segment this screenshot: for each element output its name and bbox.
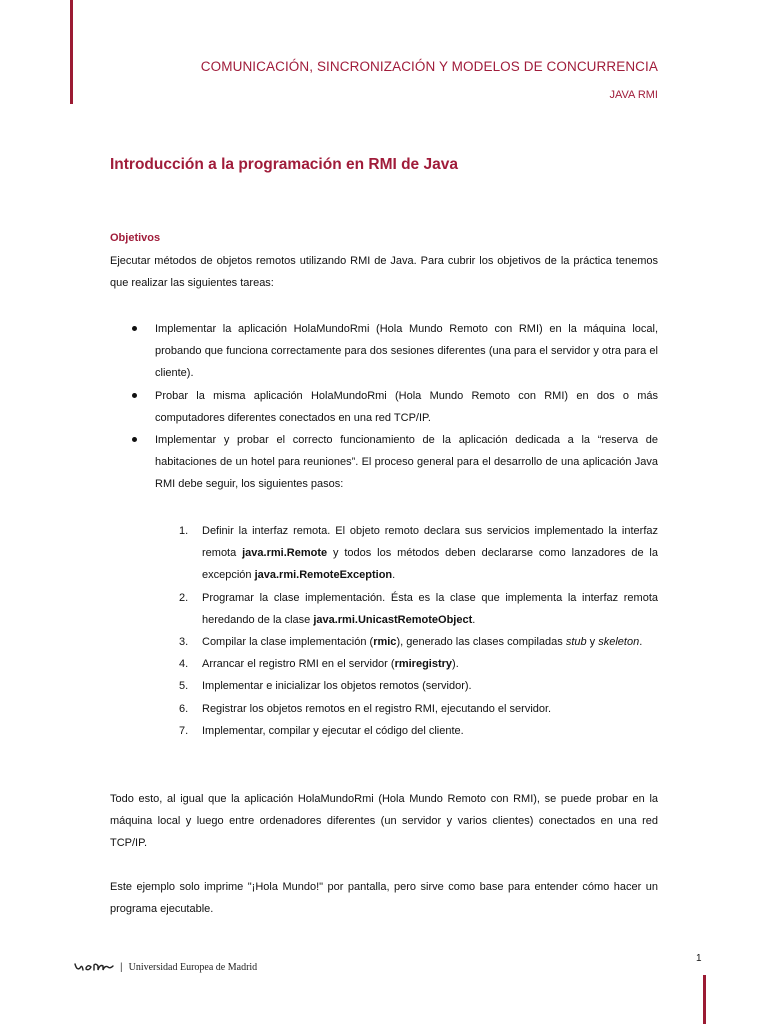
step-text: Programar la clase implementación. Ésta es la clase que implementa la interfaz remota heredando de la clase bbox=[202, 591, 658, 626]
header-subtitle: JAVA RMI bbox=[609, 89, 658, 101]
footer-logo bbox=[74, 961, 257, 973]
step-text: y todos los métodos deben declararse como lanzadores de la excepción bbox=[202, 547, 658, 582]
step-text: . bbox=[639, 636, 643, 649]
summary-paragraph: Todo esto, al igual que la aplicación HolaMundoRmi (Hola Mundo Remoto con RMI), se puede probar en la máquina local y luego entre ordenadores diferentes (un servidor y varios clientes) conectados en una red TCP/IP. bbox=[110, 793, 658, 850]
step-italic-term: stub bbox=[565, 636, 587, 649]
step-number: 5. bbox=[179, 680, 189, 693]
bullet-item: Implementar y probar el correcto funcionamiento de la aplicación dedicada a la “reserva de habitaciones de un hotel para reuniones”. El proceso general para el desarrollo de una aplicación Java RMI debe seguir, los siguientes pasos: bbox=[110, 429, 658, 496]
header-title: COMUNICACIÓN, SINCRONIZACIÓN Y MODELOS DE CONCURRENCIA bbox=[200, 59, 658, 74]
step-number: 3. bbox=[179, 636, 189, 649]
step-text: Implementar e inicializar los objetos remotos (servidor). bbox=[202, 680, 472, 693]
step-number: 2. bbox=[179, 591, 189, 604]
step-text: Compilar la clase implementación ( bbox=[202, 636, 374, 649]
step-text: Arrancar el registro RMI en el servidor ( bbox=[202, 658, 395, 671]
document-title: Introducción a la programación en RMI de Java bbox=[110, 156, 458, 173]
step-item bbox=[176, 631, 658, 653]
step-text: Definir la interfaz remota. El objeto remoto declara sus servicios implementado la interfaz remota bbox=[202, 525, 658, 560]
example-paragraph: Este ejemplo solo imprime "¡Hola Mundo!" por pantalla, pero sirve como base para entender cómo hacer un programa ejecutable. bbox=[110, 881, 658, 916]
step-code-term: rmic bbox=[373, 636, 397, 649]
task-bullet-list bbox=[110, 318, 658, 496]
step-text: Registrar los objetos remotos en el registro RMI, ejecutando el servidor. bbox=[202, 702, 552, 715]
step-text: ), generado las clases compiladas bbox=[396, 636, 566, 649]
step-item bbox=[176, 520, 658, 587]
step-item bbox=[176, 720, 658, 742]
footer-separator: | bbox=[120, 961, 123, 973]
step-text: ). bbox=[452, 658, 459, 671]
step-item bbox=[176, 675, 658, 697]
footer-university-name: Universidad Europea de Madrid bbox=[128, 961, 258, 973]
step-text: y bbox=[586, 636, 599, 649]
step-item bbox=[176, 587, 658, 631]
step-item bbox=[176, 653, 658, 675]
steps-numbered-list bbox=[176, 520, 658, 742]
step-number: 1. bbox=[179, 525, 189, 537]
bullet-item: Implementar la aplicación HolaMundoRmi (Hola Mundo Remoto con RMI) en la máquina local, probando que funciona correctamente para dos sesiones diferentes (una para el servidor y otra para el cliente). bbox=[110, 318, 658, 385]
intro-paragraph: Ejecutar métodos de objetos remotos utilizando RMI de Java. Para cubrir los objetivos de la práctica tenemos que realizar las siguientes tareas: bbox=[110, 255, 658, 290]
bullet-item: Probar la misma aplicación HolaMundoRmi (Hola Mundo Remoto con RMI) en dos o más computadores diferentes conectados en una red TCP/IP. bbox=[110, 385, 658, 429]
university-logo-icon bbox=[74, 961, 114, 973]
step-number: 7. bbox=[179, 724, 189, 737]
step-text: . bbox=[392, 569, 396, 582]
step-item bbox=[176, 698, 658, 720]
step-number: 4. bbox=[179, 658, 189, 671]
objectives-heading: Objetivos bbox=[110, 232, 161, 244]
step-code-term: java.rmi.RemoteException bbox=[254, 569, 393, 582]
page-number: 1 bbox=[696, 953, 702, 964]
step-code-term: java.rmi.Remote bbox=[242, 547, 328, 560]
step-text: . bbox=[472, 613, 476, 626]
step-text: Implementar, compilar y ejecutar el código del cliente. bbox=[202, 724, 464, 737]
step-italic-term: skeleton bbox=[598, 636, 640, 649]
step-code-term: java.rmi.UnicastRemoteObject bbox=[313, 613, 473, 626]
footer-accent-rule bbox=[703, 975, 706, 1024]
step-code-term: rmiregistry bbox=[394, 658, 453, 671]
header-accent-rule bbox=[70, 0, 73, 104]
step-number: 6. bbox=[179, 702, 189, 715]
